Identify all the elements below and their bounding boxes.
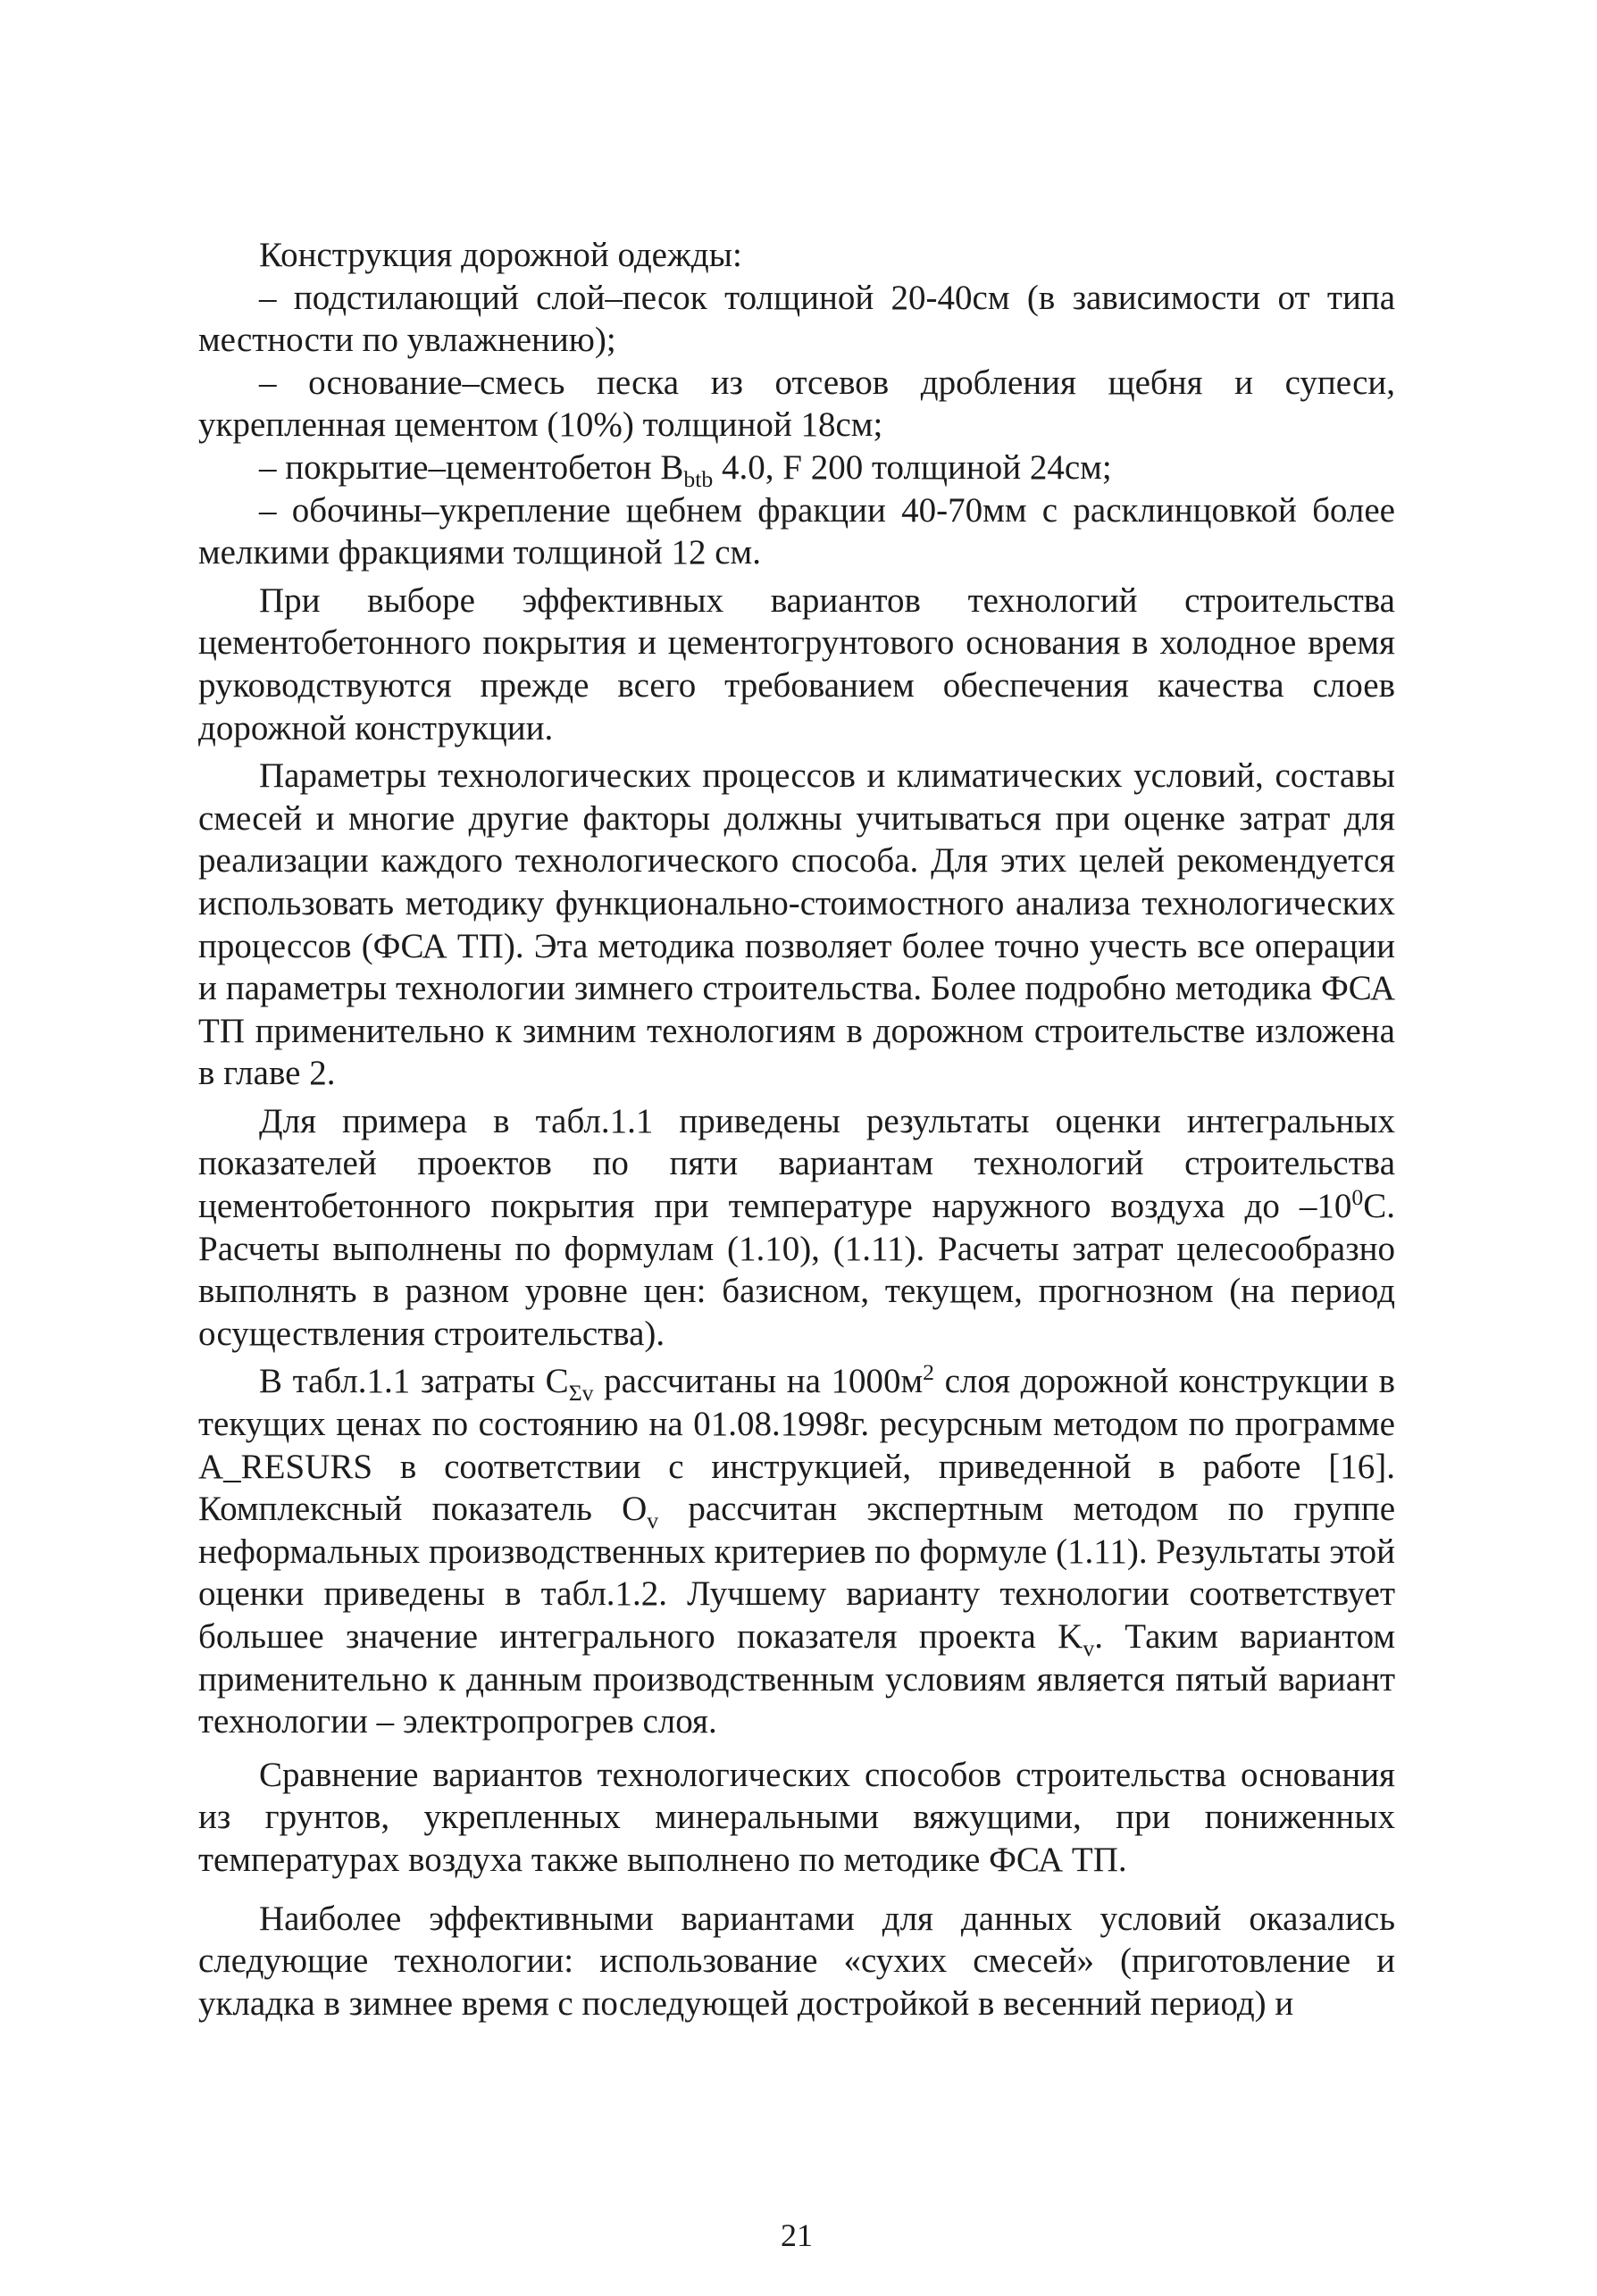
text-span: С. Расчеты выполнены по формулам (1.10), (1.11). Расчеты затрат целесообразно выполнять в разном уровне цен: базисном, текущем, прогнозном (на период осуществления строительства). [198, 1187, 1395, 1353]
text-span: Для примера в табл.1.1 приведены результаты оценки интегральных показателей проектов по пяти вариантам технологий строительства цементобетонного покрытия при температуре наружного воздуха до –10 [198, 1101, 1395, 1226]
superscript: 2 [923, 1359, 935, 1386]
superscript: 0 [1351, 1184, 1364, 1211]
subscript: Σv [568, 1380, 594, 1407]
document-page [198, 234, 1396, 2253]
text-span: рассчитан экспертным методом по группе неформальных производственных критериев по формуле (1.11). Результаты этой оценки приведены в табл.1.2. Лучшему варианту технологии соответствует большее значение интегрального показателя проекта K [198, 1490, 1395, 1656]
text-span: 4.0, F 200 толщиной 24см; [713, 447, 1112, 487]
page-number: 21 [781, 2217, 813, 2253]
paragraph-pavement-construction-heading [198, 234, 1395, 277]
list-item-shoulders [198, 489, 1395, 574]
text-span: – покрытие–цементобетон B [259, 447, 684, 487]
paragraph-cost-calculation [198, 1360, 1395, 1742]
paragraph-base-comparison [198, 1754, 1395, 1882]
text-span: Сравнение вариантов технологических способов строительства основания из грунтов, укрепленных минеральными вяжущими, при пониженных температурах воздуха также выполнено по методике ФСА ТП. [198, 1755, 1395, 1879]
list-item-surface-layer [198, 447, 1395, 492]
subscript: v [1083, 1634, 1095, 1661]
text-span: рассчитаны на 1000м [593, 1362, 924, 1401]
text-span: В табл.1.1 затраты C [259, 1362, 569, 1401]
text-span: Конструкция дорожной одежды: [259, 236, 742, 274]
list-item-subbase-layer [198, 277, 1395, 362]
text-span: . Таким вариантом применительно к данным производственным условиям является пятый вариант технологии – электропрогрев слоя. [198, 1617, 1396, 1741]
subscript: btb [683, 465, 714, 492]
paragraph-choice-of-technologies [198, 580, 1395, 749]
text-span: – обочины–укрепление щебнем фракции 40-70мм с расклинцовкой более мелкими фракциями толщиной 12 см. [198, 490, 1395, 572]
text-span: слоя дорожной конструкции в текущих ценах по состоянию на 01.08.1998г. ресурсным методом по программе A_RESURS в соответствии с инструкцией, приведенной в работе [16]. Комплексный показатель O [198, 1362, 1395, 1529]
paragraph-example-table [198, 1100, 1395, 1356]
text-span: – основание–смесь песка из отсевов дробления щебня и супеси, укрепленная цементом (10%) толщиной 18см; [198, 363, 1395, 445]
text-span: – подстилающий слой–песок толщиной 20-40см (в зависимости от типа местности по увлажнению); [198, 278, 1395, 360]
subscript: v [647, 1507, 659, 1534]
paragraph-fsa-method [198, 755, 1395, 1095]
text-span: Параметры технологических процессов и климатических условий, составы смесей и многие другие факторы должны учитываться при оценке затрат для реализации каждого технологического способа. Для этих целей рекомендуется использовать методику функционально-стоимостного анализа технологических процессов (ФСА ТП). Эта методика позволяет более точно учесть все операции и параметры технологии зимнего строительства. Более подробно методика ФСА ТП применительно к зимним технологиям в дорожном строительстве изложена в главе 2. [198, 756, 1395, 1093]
text-span: При выборе эффективных вариантов технологий строительства цементобетонного покрытия и цементогрунтового основания в холодное время руководствуются прежде всего требованием обеспечения качества слоев дорожной конструкции. [198, 580, 1395, 747]
text-span: Наиболее эффективными вариантами для данных условий оказались следующие технологии: использование «сухих смесей» (приготовление и укладка в зимнее время с последующей достройкой в весенний период) и [198, 1899, 1395, 2023]
paragraph-most-effective [198, 1898, 1395, 2025]
list-item-base-layer [198, 362, 1395, 447]
